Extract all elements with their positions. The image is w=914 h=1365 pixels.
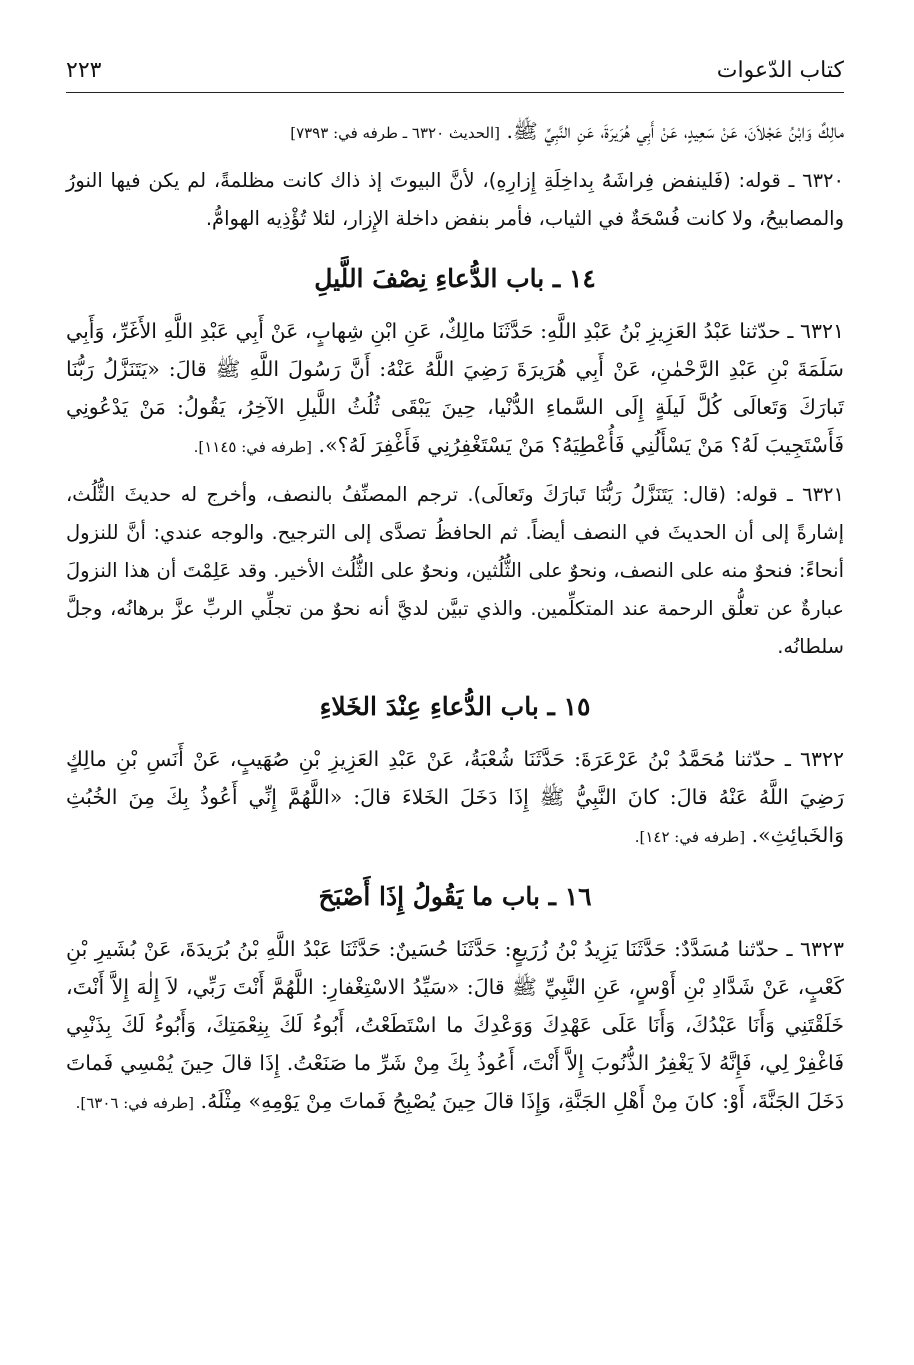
chapter-heading: ١٤ ـ باب الدُّعاءِ نِصْفَ اللَّيلِ: [314, 264, 596, 293]
hadith-text: ٦٣٢٢ ـ حدّثنا مُحَمَّدُ بْنُ عَرْعَرَةَ: حَدَّثَنَا شُعْبَةُ، عَنْ عَبْدِ العَزِيزِ بْنِ صُهَيبٍ، عَنْ أَنَسِ بْنِ مالِكٍ رَضِيَ اللَّهُ عَنْهُ قالَ: كانَ النَّبِيُّ ﷺ إِذَا دَخَلَ الخَلاءَ قالَ: «اللَّهُمَّ إِنِّي أَعُوذُ بِكَ مِنَ الخُبُثِ وَالخَبائِثِ». [طرفه في: ١٤٢].: [66, 747, 844, 847]
book-title: كتاب الدّعوات: [716, 58, 844, 83]
cross-reference: [طرفه في: ١١٤٥].: [193, 438, 313, 456]
hadith-text: ٦٣٢٣ ـ حدّثنا مُسَدَّدٌ: حَدَّثَنَا يَزِيدُ بْنُ زُرَيعٍ: حَدَّثَنَا حُسَينٌ: حَدَّثَنَا عَبْدُ اللَّهِ بْنُ بُرَيدَةَ، عَنْ بُشَيرِ بْنِ كَعْبٍ، عَنْ شَدَّادِ بْنِ أَوْسٍ، عَنِ النَّبِيِّ ﷺ قالَ: «سَيِّدُ الاسْتِغْفارِ: اللَّهُمَّ أَنْتَ رَبِّي، لاَ إِلٰهَ إِلاَّ أَنْتَ، خَلَقْتَنِي وَأَنَا عَبْدُكَ، وَأَنَا عَلَى عَهْدِكَ وَوَعْدِكَ ما اسْتَطَعْتُ، أَبُوءُ لَكَ بِنِعْمَتِكَ، وَأَبُوءُ لَكَ بِذَنْبِي فَاغْفِرْ لِي، فَإِنَّهُ لاَ يَغْفِرُ الذُّنُوبَ إِلاَّ أَنْتَ، أَعُوذُ بِكَ مِنْ شَرِّ ما صَنَعْتُ. إِذَا قالَ حِينَ يُمْسِي فَماتَ دَخَلَ الجَنَّةَ، أَوْ: كانَ مِنْ أَهْلِ الجَنَّةِ، وَإِذَا قالَ حِينَ يُصْبِحُ فَماتَ مِنْ يَوْمِهِ» مِثْلَهُ. [طرفه في: ٦٣٠٦].: [66, 937, 844, 1113]
hadith-text: مالِكٌ وَابْنُ عَجْلاَنَ، عَنْ سَعِيدٍ، عَنْ أَبِي هُرَيرَةَ، عَنِ النَّبِيِّ ﷺ. [الحديث ٦٣٢٠ ـ طرفه في: ٧٣٩٣]: [290, 119, 844, 143]
hadith-text: ٦٣٢١ ـ حدّثنا عَبْدُ العَزِيزِ بْنُ عَبْدِ اللَّهِ: حَدَّثَنَا مالِكٌ، عَنِ ابْنِ شِهابٍ، عَنْ أَبِي عَبْدِ اللَّهِ الأَغَرِّ، وَأَبِي سَلَمَةَ بْنِ عَبْدِ الرَّحْمٰنِ، عَنْ أَبِي هُرَيرَةَ رَضِيَ اللَّهُ عَنْهُ: أَنَّ رَسُولَ اللَّهِ ﷺ قالَ: «يَتَنَزَّلُ رَبُّنَا تَبارَكَ وَتَعالَى كُلَّ لَيلَةٍ إِلَى السَّماءِ الدُّنْيا، حِينَ يَبْقَى ثُلُثُ اللَّيلِ الآخِرُ، يَقُولُ: مَنْ يَدْعُونِي فَأَسْتَجِيبَ لَهُ؟ مَنْ يَسْأَلُنِي فَأُعْطِيَهُ؟ مَنْ يَسْتَغْفِرُنِي فَأَغْفِرَ لَهُ؟». [طرفه في: ١١٤٥].: [66, 319, 844, 457]
cross-reference: [طرفه في: ١٤٢].: [634, 828, 746, 846]
commentary-text: ٦٣٢٠ ـ قوله: (فَلينفض فِراشَهُ بِداخِلَةِ إِزارِهِ)، لأنَّ البيوتَ إذ ذاك كانت مظلمةً، لم يكن فيها النورُ والمصابيحُ، ولا كانت فُسْحَةٌ في الثياب، فأمر بنفض داخلة الإِزار، لئلا تُؤْذِيه الهوامُّ.: [66, 169, 844, 230]
cross-reference: [طرفه في: ٦٣٠٦].: [75, 1094, 195, 1112]
chapter-heading: ١٦ ـ باب ما يَقُولُ إِذَا أَصْبَحَ: [318, 882, 592, 911]
chapter-heading: ١٥ ـ باب الدُّعاءِ عِنْدَ الخَلاءِ: [319, 692, 591, 721]
page-number: ٢٢٣: [66, 58, 102, 83]
page-body: [66, 112, 844, 1132]
page-header: [66, 52, 844, 93]
commentary-text: ٦٣٢١ ـ قوله: (قال: يَتَنَزَّلُ رَبُّنَا تَبارَكَ وتَعالَى). ترجم المصنِّفُ بالنصف، وأخرج له حديثَ الثُّلُث، إشارةً إلى أن الحديثَ في النصف أيضاً. ثم الحافظُ تصدَّى إلى الترجيح. والوجه عندي: أنَّ للنزول أنحاءً: فنحوٌ منه على النصف، ونحوٌ على الثُّلُثين، ونحوٌ على الثُّلُث الأخير. وقد عَلِمْتَ أن هذا النزولَ عبارةٌ عن تعلُّق الرحمة عند المتكلِّمين. والذي تبيَّن لديَّ أنه نحوٌ من تجلِّي الربِّ عزَّ برهانُه، وجلَّ سلطانُه.: [66, 483, 844, 658]
cross-reference: [الحديث ٦٣٢٠ ـ طرفه في: ٧٣٩٣]: [290, 124, 500, 142]
